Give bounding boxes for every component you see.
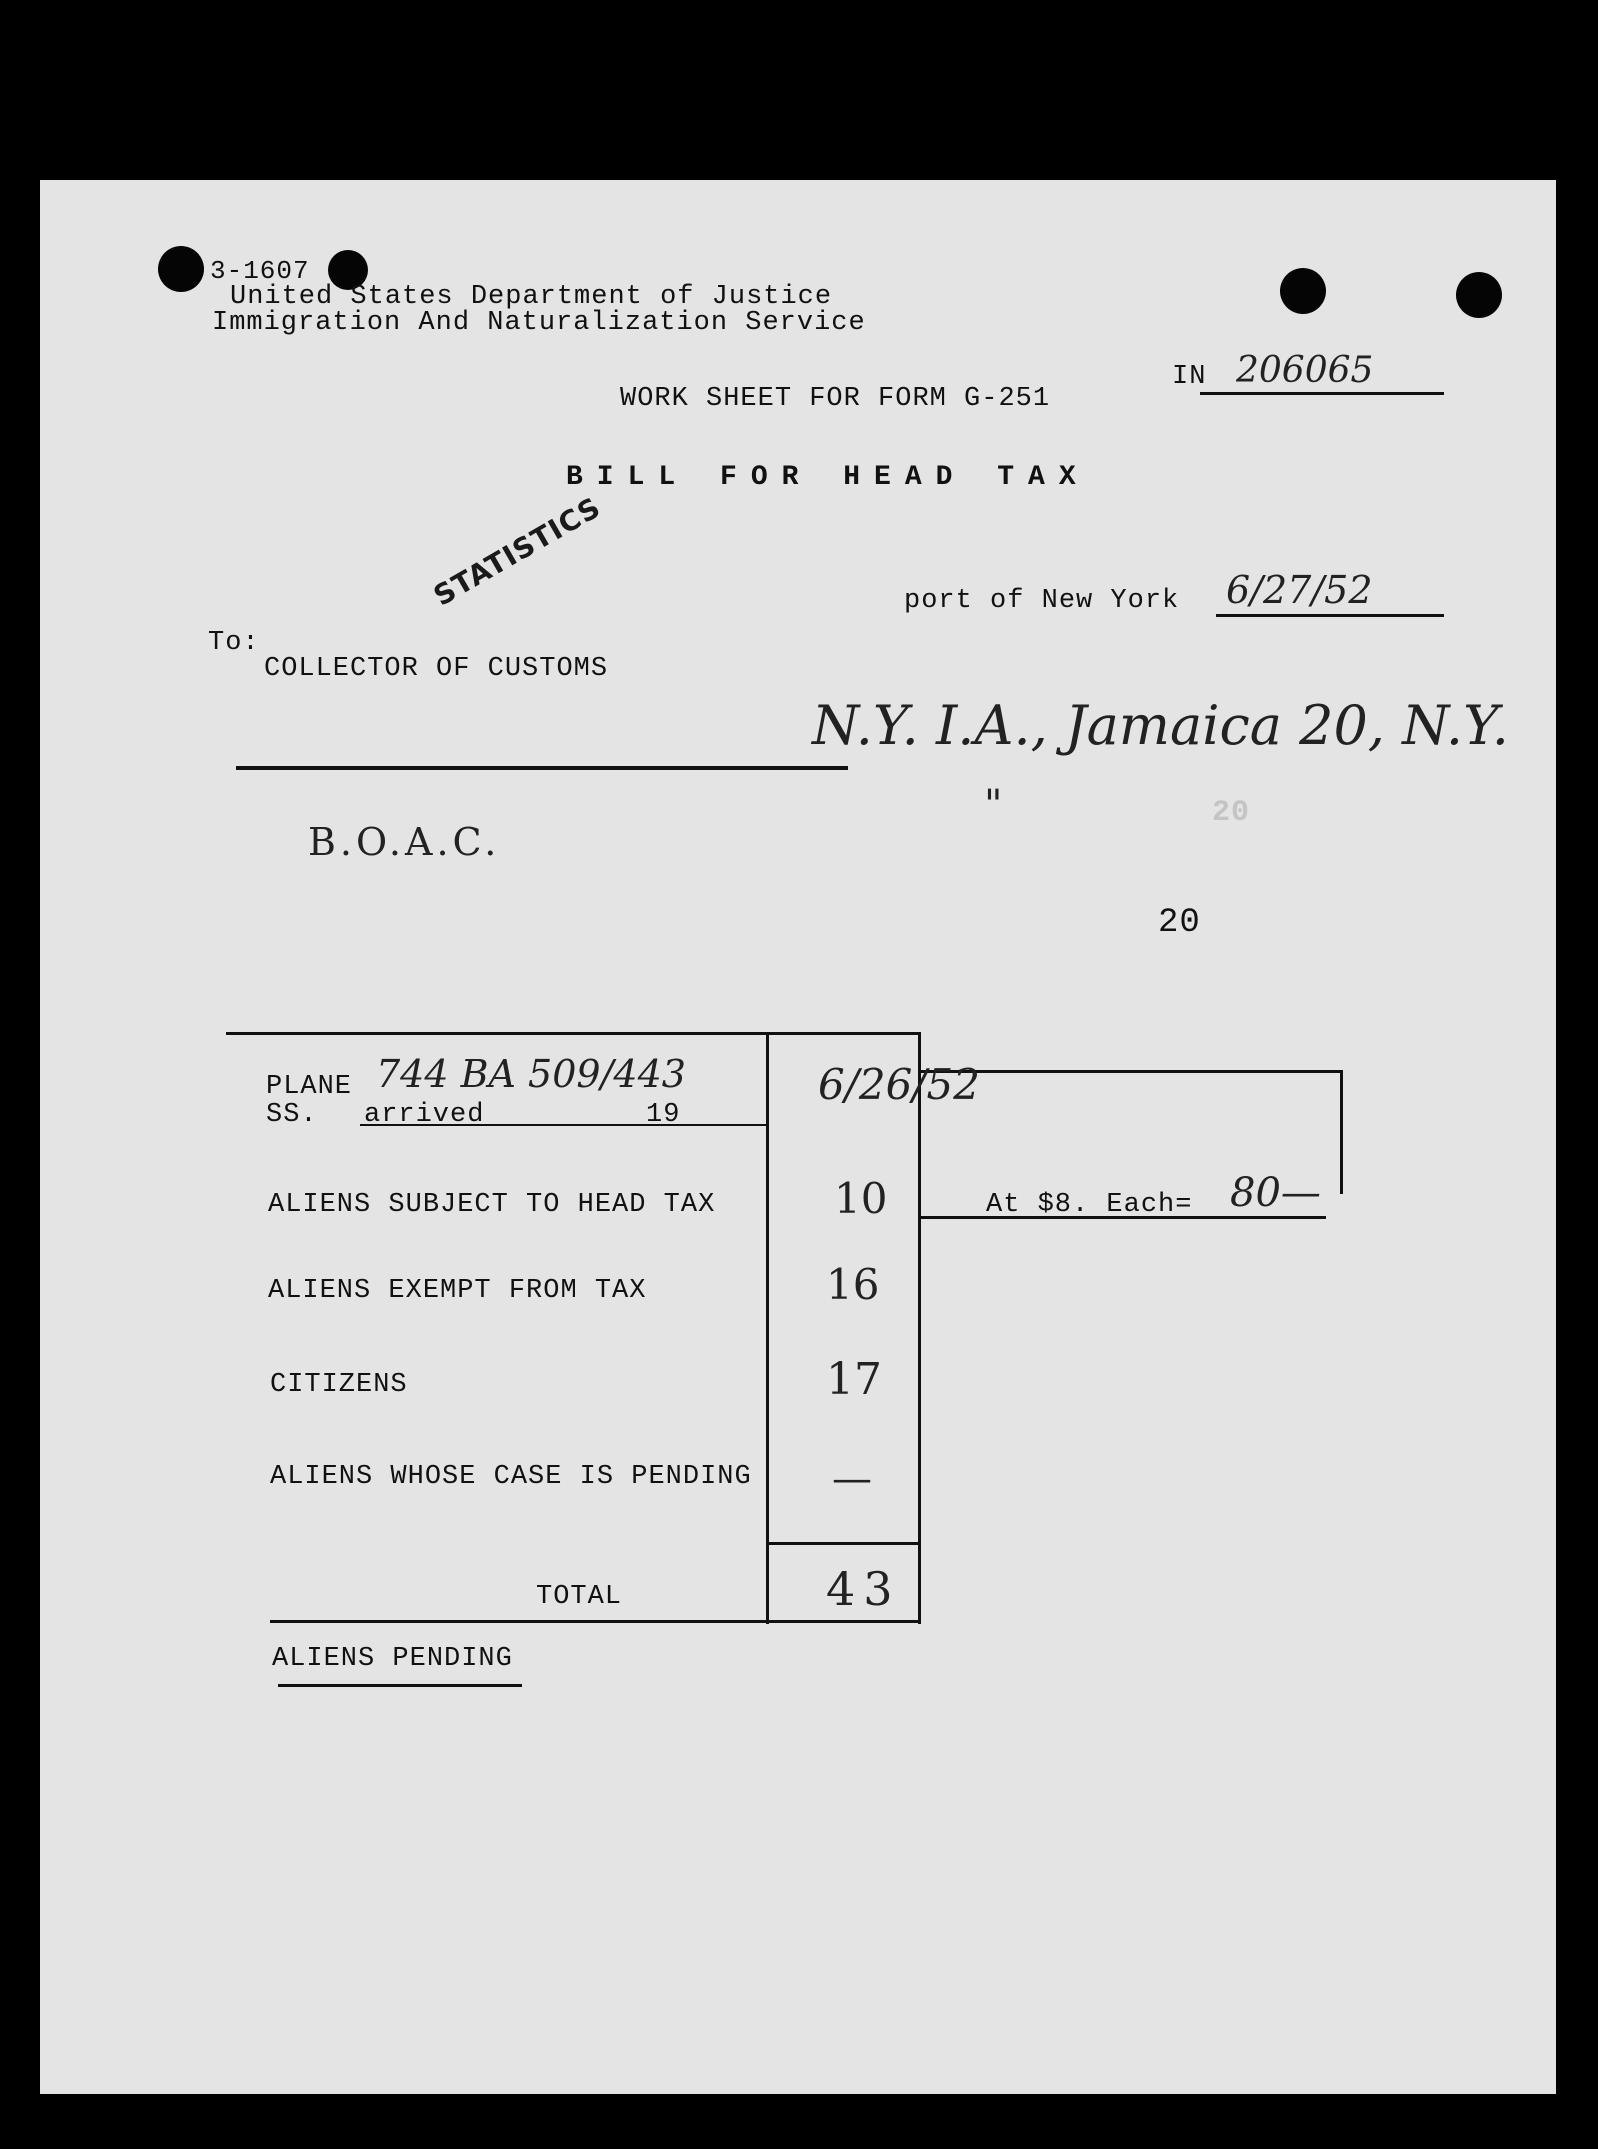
year-prefix: 19	[646, 1100, 681, 1130]
port-date-underline	[1216, 614, 1444, 617]
agency-line-1: United States Department of Justice	[230, 282, 833, 312]
row-value-subject-to-tax: 10	[834, 1174, 888, 1223]
to-label: To:	[208, 628, 260, 658]
port-label: port of New York	[904, 586, 1180, 616]
port-date: 6/27/52	[1226, 568, 1373, 612]
row-label-subject-to-tax: ALIENS SUBJECT TO HEAD TAX	[268, 1190, 716, 1220]
aliens-pending-underline	[278, 1684, 522, 1687]
rate-label: At $8. Each=	[986, 1190, 1193, 1220]
statistics-stamp: STATISTICS	[428, 490, 607, 613]
total-value: 43	[826, 1562, 901, 1616]
table-top-rule	[226, 1032, 920, 1035]
punch-hole	[1456, 272, 1502, 318]
table-column-right	[918, 1032, 921, 1624]
carrier-handwritten: B.O.A.C.	[308, 820, 501, 864]
row-value-pending: —	[832, 1456, 872, 1502]
row-label-exempt: ALIENS EXEMPT FROM TAX	[268, 1276, 647, 1306]
rate-box-top	[918, 1070, 1342, 1073]
total-top-rule	[766, 1542, 920, 1545]
row-label-pending: ALIENS WHOSE CASE IS PENDING	[270, 1462, 752, 1492]
worksheet-title: WORK SHEET FOR FORM G-251	[620, 384, 1051, 414]
aliens-pending-label: ALIENS PENDING	[272, 1644, 513, 1674]
ss-label: SS.	[266, 1100, 318, 1130]
location-handwritten: N.Y. I.A., Jamaica 20, N.Y.	[812, 694, 1509, 757]
arrived-label: arrived	[364, 1100, 485, 1130]
arrival-date: 6/26/52	[818, 1060, 980, 1109]
rate-amount: 80—	[1230, 1170, 1321, 1216]
punch-hole	[1280, 268, 1326, 314]
in-number-underline	[1200, 392, 1444, 395]
recipient-underline	[236, 766, 848, 770]
in-label: IN	[1172, 362, 1207, 392]
row-value-citizens: 17	[826, 1354, 882, 1405]
table-bottom-rule	[270, 1620, 920, 1623]
row-label-citizens: CITIZENS	[270, 1370, 408, 1400]
bill-title: BILL FOR HEAD TAX	[566, 462, 1090, 493]
form-number: 3-1607	[210, 256, 310, 286]
flight-handwritten: 744 BA 509/443	[376, 1052, 686, 1096]
row-value-exempt: 16	[826, 1260, 880, 1309]
faint-number: 20	[1212, 796, 1251, 830]
agency-line-2: Immigration And Naturalization Service	[212, 308, 866, 338]
total-label: TOTAL	[536, 1582, 623, 1612]
in-number: 206065	[1236, 350, 1374, 391]
punch-hole	[158, 246, 204, 292]
rate-box-right	[1340, 1070, 1343, 1194]
plane-label: PLANE	[266, 1072, 353, 1102]
table-column-left	[766, 1032, 769, 1624]
number-20: 20	[1158, 904, 1201, 942]
recipient: COLLECTOR OF CUSTOMS	[264, 654, 609, 684]
ditto-mark: "	[984, 782, 1003, 828]
